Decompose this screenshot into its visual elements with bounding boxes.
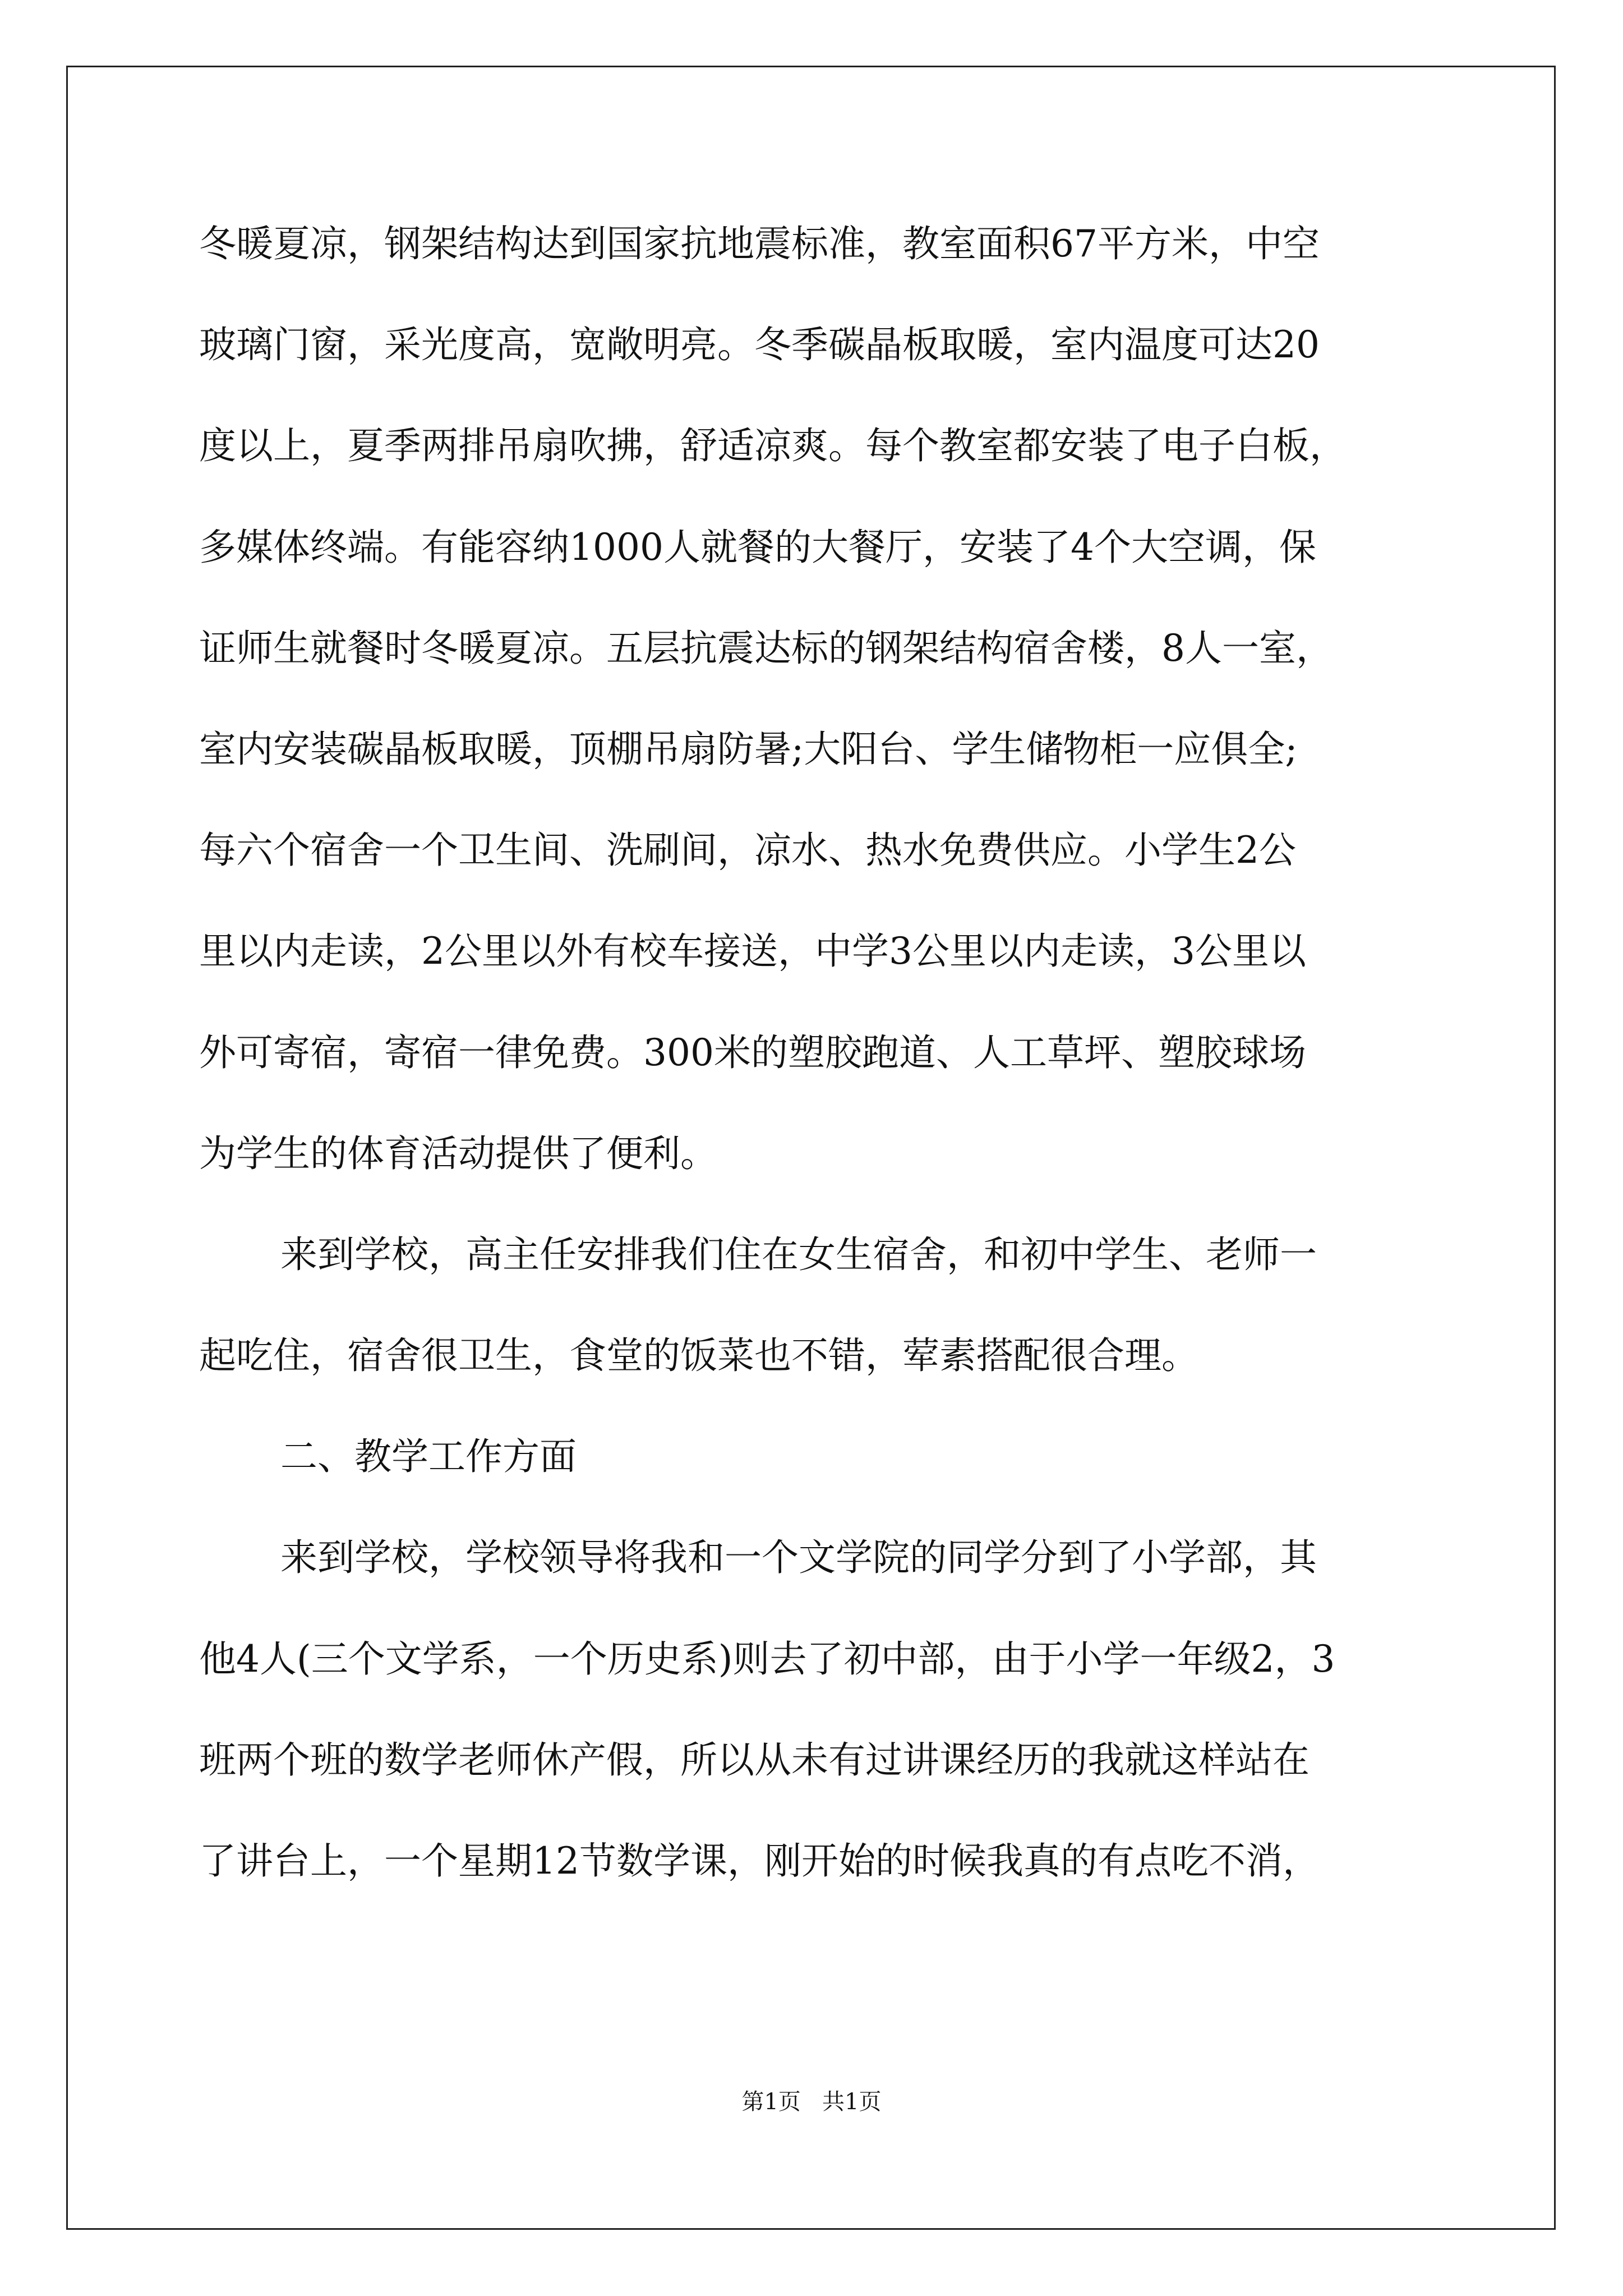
text-line: 班两个班的数学老师休产假，所以从未有过讲课经历的我就这样站在 <box>199 1738 1310 1782</box>
text-line: 外可寄宿，寄宿一律免费。300米的塑胶跑道、人工草坪、塑胶球场 <box>199 1030 1306 1074</box>
text-line: 为学生的体育活动提供了便利。 <box>199 1131 717 1175</box>
text-line: 证师生就餐时冬暖夏凉。五层抗震达标的钢架结构宿舍楼，8人一室， <box>199 626 1333 670</box>
text-line: 室内安装碳晶板取暖，顶棚吊扇防暑;大阳台、学生储物柜一应俱全; <box>199 727 1298 771</box>
document-body <box>199 194 1450 1912</box>
text-line: 起吃住，宿舍很卫生，食堂的饭菜也不错，荤素搭配很合理。 <box>199 1334 1198 1378</box>
text-line: 玻璃门窗，采光度高，宽敞明亮。冬季碳晶板取暖，室内温度可达20 <box>199 323 1320 367</box>
text-line: 他4人(三个文学系，一个历史系)则去了初中部，由于小学一年级2，3 <box>199 1637 1335 1681</box>
paragraph-start-line: 来到学校，学校领导将我和一个文学院的同学分到了小学部，其 <box>280 1536 1317 1580</box>
section-heading: 二、教学工作方面 <box>280 1435 577 1479</box>
paragraph-start-line: 来到学校，高主任安排我们住在女生宿舍，和初中学生、老师一 <box>280 1232 1317 1276</box>
text-line: 每六个宿舍一个卫生间、洗刷间，凉水、热水免费供应。小学生2公 <box>199 829 1296 872</box>
text-line: 度以上，夏季两排吊扇吹拂，舒适凉爽。每个教室都安装了电子白板， <box>199 424 1347 468</box>
text-line: 冬暖夏凉，钢架结构达到国家抗地震标准，教室面积67平方米，中空 <box>199 222 1320 265</box>
text-line: 了讲台上，一个星期12节数学课，刚开始的时候我真的有点吃不消， <box>199 1839 1320 1883</box>
page-number-footer: 第1页 共1页 <box>741 2089 882 2115</box>
text-line: 多媒体终端。有能容纳1000人就餐的大餐厅，安装了4个大空调，保 <box>199 525 1316 569</box>
text-line: 里以内走读，2公里以外有校车接送，中学3公里以内走读，3公里以 <box>199 930 1306 973</box>
